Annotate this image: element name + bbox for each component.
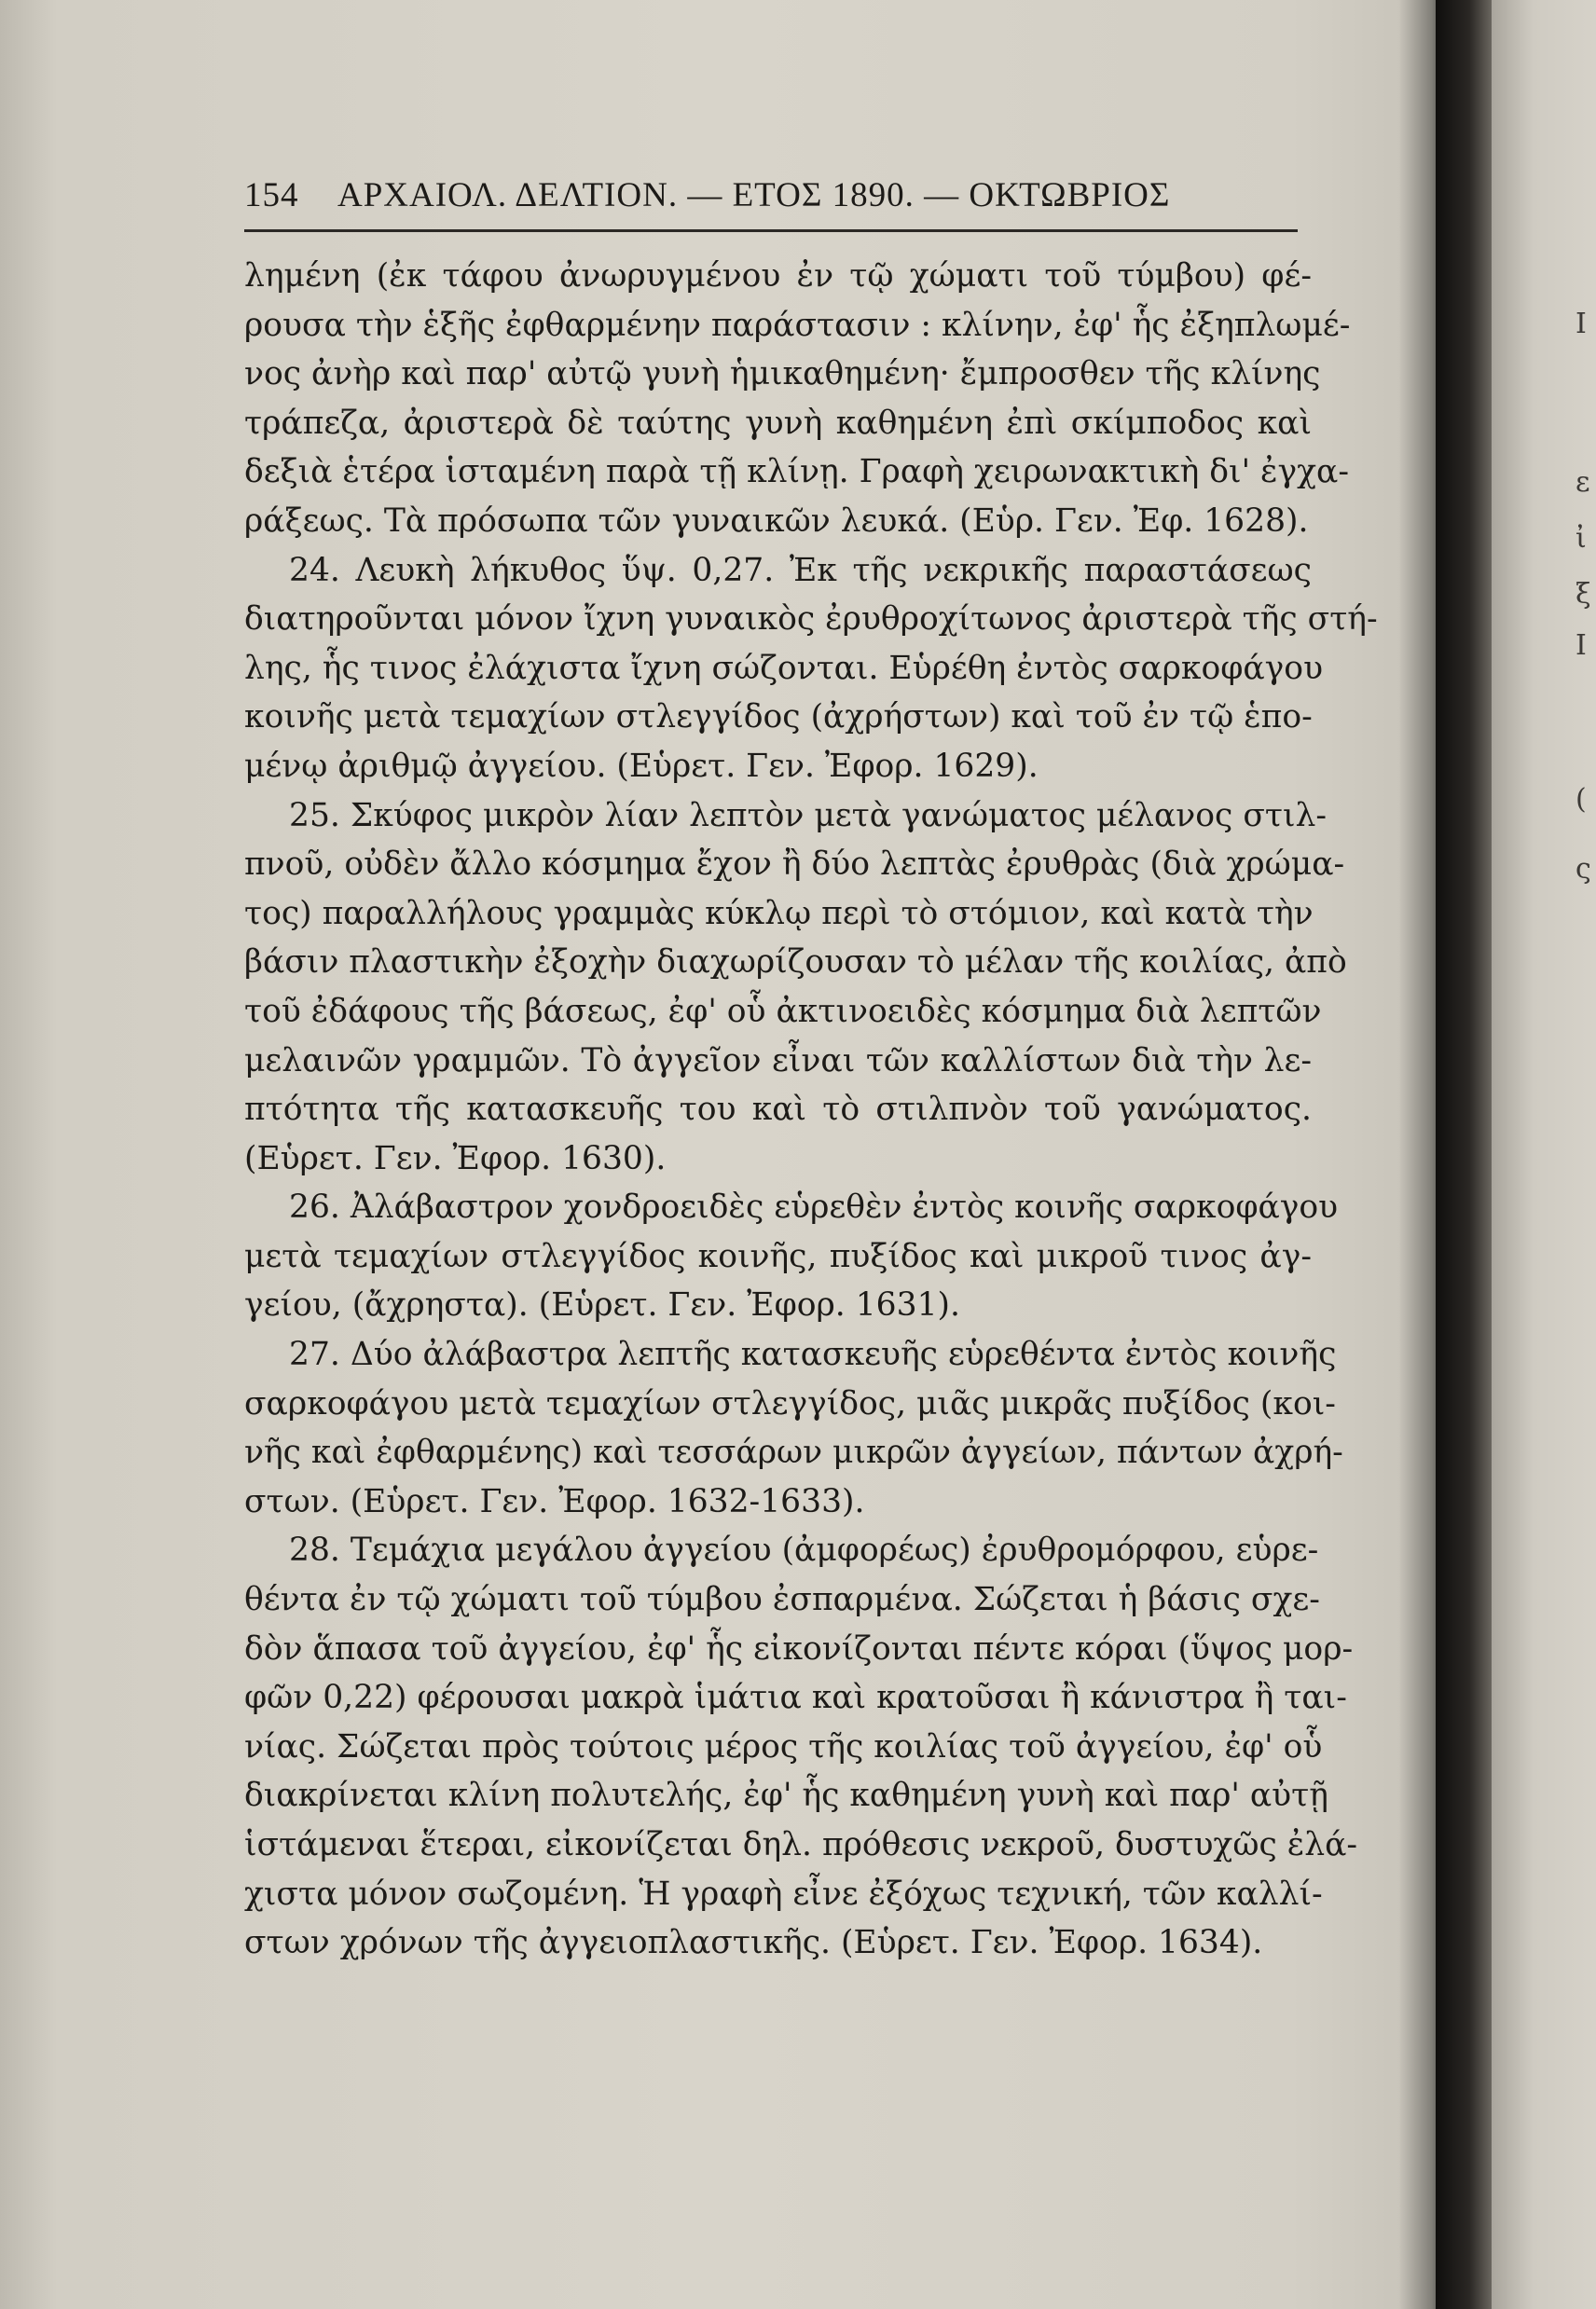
text-line: νῆς καὶ ἐφθαρμένης) καὶ τεσσάρων μικρῶν ἀγγείων, πάντων ἀχρή- xyxy=(244,1434,1343,1472)
text-line: νος ἀνὴρ καὶ παρ' αὐτῷ γυνὴ ἡμικαθημένη· ἔμπροσθεν τῆς κλίνης xyxy=(244,355,1321,393)
text-line: γείου, (ἄχρηστα). (Εὑρετ. Γεν. Ἐφορ. 1631). xyxy=(244,1286,960,1325)
entry-25-start: 25. Σκύφος μικρὸν λίαν λεπτὸν μετὰ γανώματος μέλανος στιλ- xyxy=(289,796,1328,834)
text-line: στων. (Εὑρετ. Γεν. Ἐφορ. 1632-1633). xyxy=(244,1482,865,1520)
facing-page-glyph: ἰ xyxy=(1575,522,1587,555)
text-line: ἱστάμεναι ἕτεραι, εἰκονίζεται δηλ. πρόθεσις νεκροῦ, δυστυχῶς ἐλά- xyxy=(244,1826,1358,1863)
text-line: θέντα ἐν τῷ χώματι τοῦ τύμβου ἐσπαρμένα. Σώζεται ἡ βάσις σχε- xyxy=(244,1581,1320,1619)
facing-page-glyph: ε xyxy=(1575,466,1590,499)
text-line: πτότητα τῆς κατασκευῆς του καὶ τὸ στιλπνὸν τοῦ γανώματος. xyxy=(244,1091,1312,1129)
entry-24-start: 24. Λευκὴ λήκυθος ὕψ. 0,27. Ἐκ τῆς νεκρικῆς παραστάσεως xyxy=(289,551,1312,589)
entry-28-start: 28. Τεμάχια μεγάλου ἀγγείου (ἀμφορέως) ἐρυθρομόρφου, εὑρε- xyxy=(289,1532,1319,1570)
text-line: μελαινῶν γραμμῶν. Τὸ ἀγγεῖον εἶναι τῶν καλλίστων διὰ τὴν λε- xyxy=(244,1041,1312,1079)
text-line: νίας. Σώζεται πρὸς τούτοις μέρος τῆς κοιλίας τοῦ ἀγγείου, ἐφ' οὗ xyxy=(244,1727,1323,1766)
text-line: τοῦ ἐδάφους τῆς βάσεως, ἐφ' οὗ ἀκτινοειδὲς κόσμημα διὰ λεπτῶν xyxy=(244,992,1322,1030)
text-line: λημένη (ἐκ τάφου ἀνωρυγμένου ἐν τῷ χώματι τοῦ τύμβου) φέ- xyxy=(244,257,1312,295)
text-line: τος) παραλλήλους γραμμὰς κύκλῳ περὶ τὸ στόμιον, καὶ κατὰ τὴν xyxy=(244,894,1314,932)
facing-page-edge xyxy=(1492,0,1596,2309)
body-text xyxy=(244,252,1378,1968)
text-line: σαρκοφάγου μετὰ τεμαχίων στλεγγίδος, μιᾶς μικρᾶς πυξίδος (κοι- xyxy=(244,1384,1336,1423)
facing-page-glyph: ς xyxy=(1575,853,1591,886)
facing-page-glyph: ξ xyxy=(1575,578,1591,611)
text-line: κοινῆς μετὰ τεμαχίων στλεγγίδος (ἀχρήστων) καὶ τοῦ ἐν τῷ ἑπο- xyxy=(244,698,1313,736)
text-line: φῶν 0,22) φέρουσαι μακρὰ ἱμάτια καὶ κρατοῦσαι ἢ κάνιστρα ἢ ται- xyxy=(244,1679,1347,1717)
text-line: λης, ἧς τινος ἐλάχιστα ἴχνη σώζονται. Εὑρέθη ἐντὸς σαρκοφάγου xyxy=(244,649,1324,687)
running-title: ΑΡΧΑΙΟΛ. ΔΕΛΤΙΟΝ. — ΕΤΟΣ 1890. — ΟΚΤΩΒΡΙΟΣ xyxy=(337,176,1171,214)
facing-page-glyph: I xyxy=(1575,308,1587,340)
text-line: ρουσα τὴν ἑξῆς ἐφθαρμένην παράστασιν : κλίνην, ἐφ' ἧς ἐξηπλωμέ- xyxy=(244,306,1351,344)
text-line: δεξιὰ ἑτέρα ἱσταμένη παρὰ τῇ κλίνῃ. Γραφὴ χειρωνακτικὴ δι' ἐγχα- xyxy=(244,453,1350,491)
text-line: χιστα μόνον σωζομένη. Ἡ γραφὴ εἶνε ἐξόχως τεχνική, τῶν καλλί- xyxy=(244,1875,1323,1913)
header-rule xyxy=(244,229,1298,232)
text-line: (Εὑρετ. Γεν. Ἐφορ. 1630). xyxy=(244,1139,667,1177)
facing-page-glyph: ( xyxy=(1575,783,1587,816)
text-line: μένῳ ἀριθμῷ ἀγγείου. (Εὑρετ. Γεν. Ἐφορ. 1629). xyxy=(244,747,1039,785)
text-line: διακρίνεται κλίνη πολυτελής, ἐφ' ἧς καθημένη γυνὴ καὶ παρ' αὐτῇ xyxy=(244,1777,1328,1815)
entry-26-start: 26. Ἀλάβαστρον χονδροειδὲς εὑρεθὲν ἐντὸς κοινῆς σαρκοφάγου xyxy=(289,1189,1339,1227)
text-line: πνοῦ, οὐδὲν ἄλλο κόσμημα ἔχον ἢ δύο λεπτὰς ἐρυθρὰς (διὰ χρώμα- xyxy=(244,845,1345,884)
book-binding xyxy=(1436,0,1492,2309)
running-head xyxy=(244,175,1288,222)
text-line: στων χρόνων τῆς ἀγγειοπλαστικῆς. (Εὑρετ. Γεν. Ἐφορ. 1634). xyxy=(244,1924,1263,1962)
facing-page-glyph: I xyxy=(1575,629,1587,662)
text-line: διατηροῦνται μόνον ἴχνη γυναικὸς ἐρυθροχίτωνος ἀριστερὰ τῆς στή- xyxy=(244,600,1378,639)
page-number: 154 xyxy=(244,176,299,214)
text-line: ράξεως. Τὰ πρόσωπα τῶν γυναικῶν λευκά. (Εὑρ. Γεν. Ἐφ. 1628). xyxy=(244,502,1309,540)
entry-27-start: 27. Δύο ἀλάβαστρα λεπτῆς κατασκευῆς εὑρεθέντα ἐντὸς κοινῆς xyxy=(289,1336,1337,1374)
text-line: βάσιν πλαστικὴν ἐξοχὴν διαχωρίζουσαν τὸ μέλαν τῆς κοιλίας, ἀπὸ xyxy=(244,943,1347,982)
text-line: δὸν ἅπασα τοῦ ἀγγείου, ἐφ' ἧς εἰκονίζονται πέντε κόραι (ὕψος μορ- xyxy=(244,1629,1354,1668)
text-line: μετὰ τεμαχίων στλεγγίδος κοινῆς, πυξίδος καὶ μικροῦ τινος ἀγ- xyxy=(244,1237,1312,1275)
text-line: τράπεζα, ἀριστερὰ δὲ ταύτης γυνὴ καθημένη ἐπὶ σκίμποδος καὶ xyxy=(244,404,1312,442)
